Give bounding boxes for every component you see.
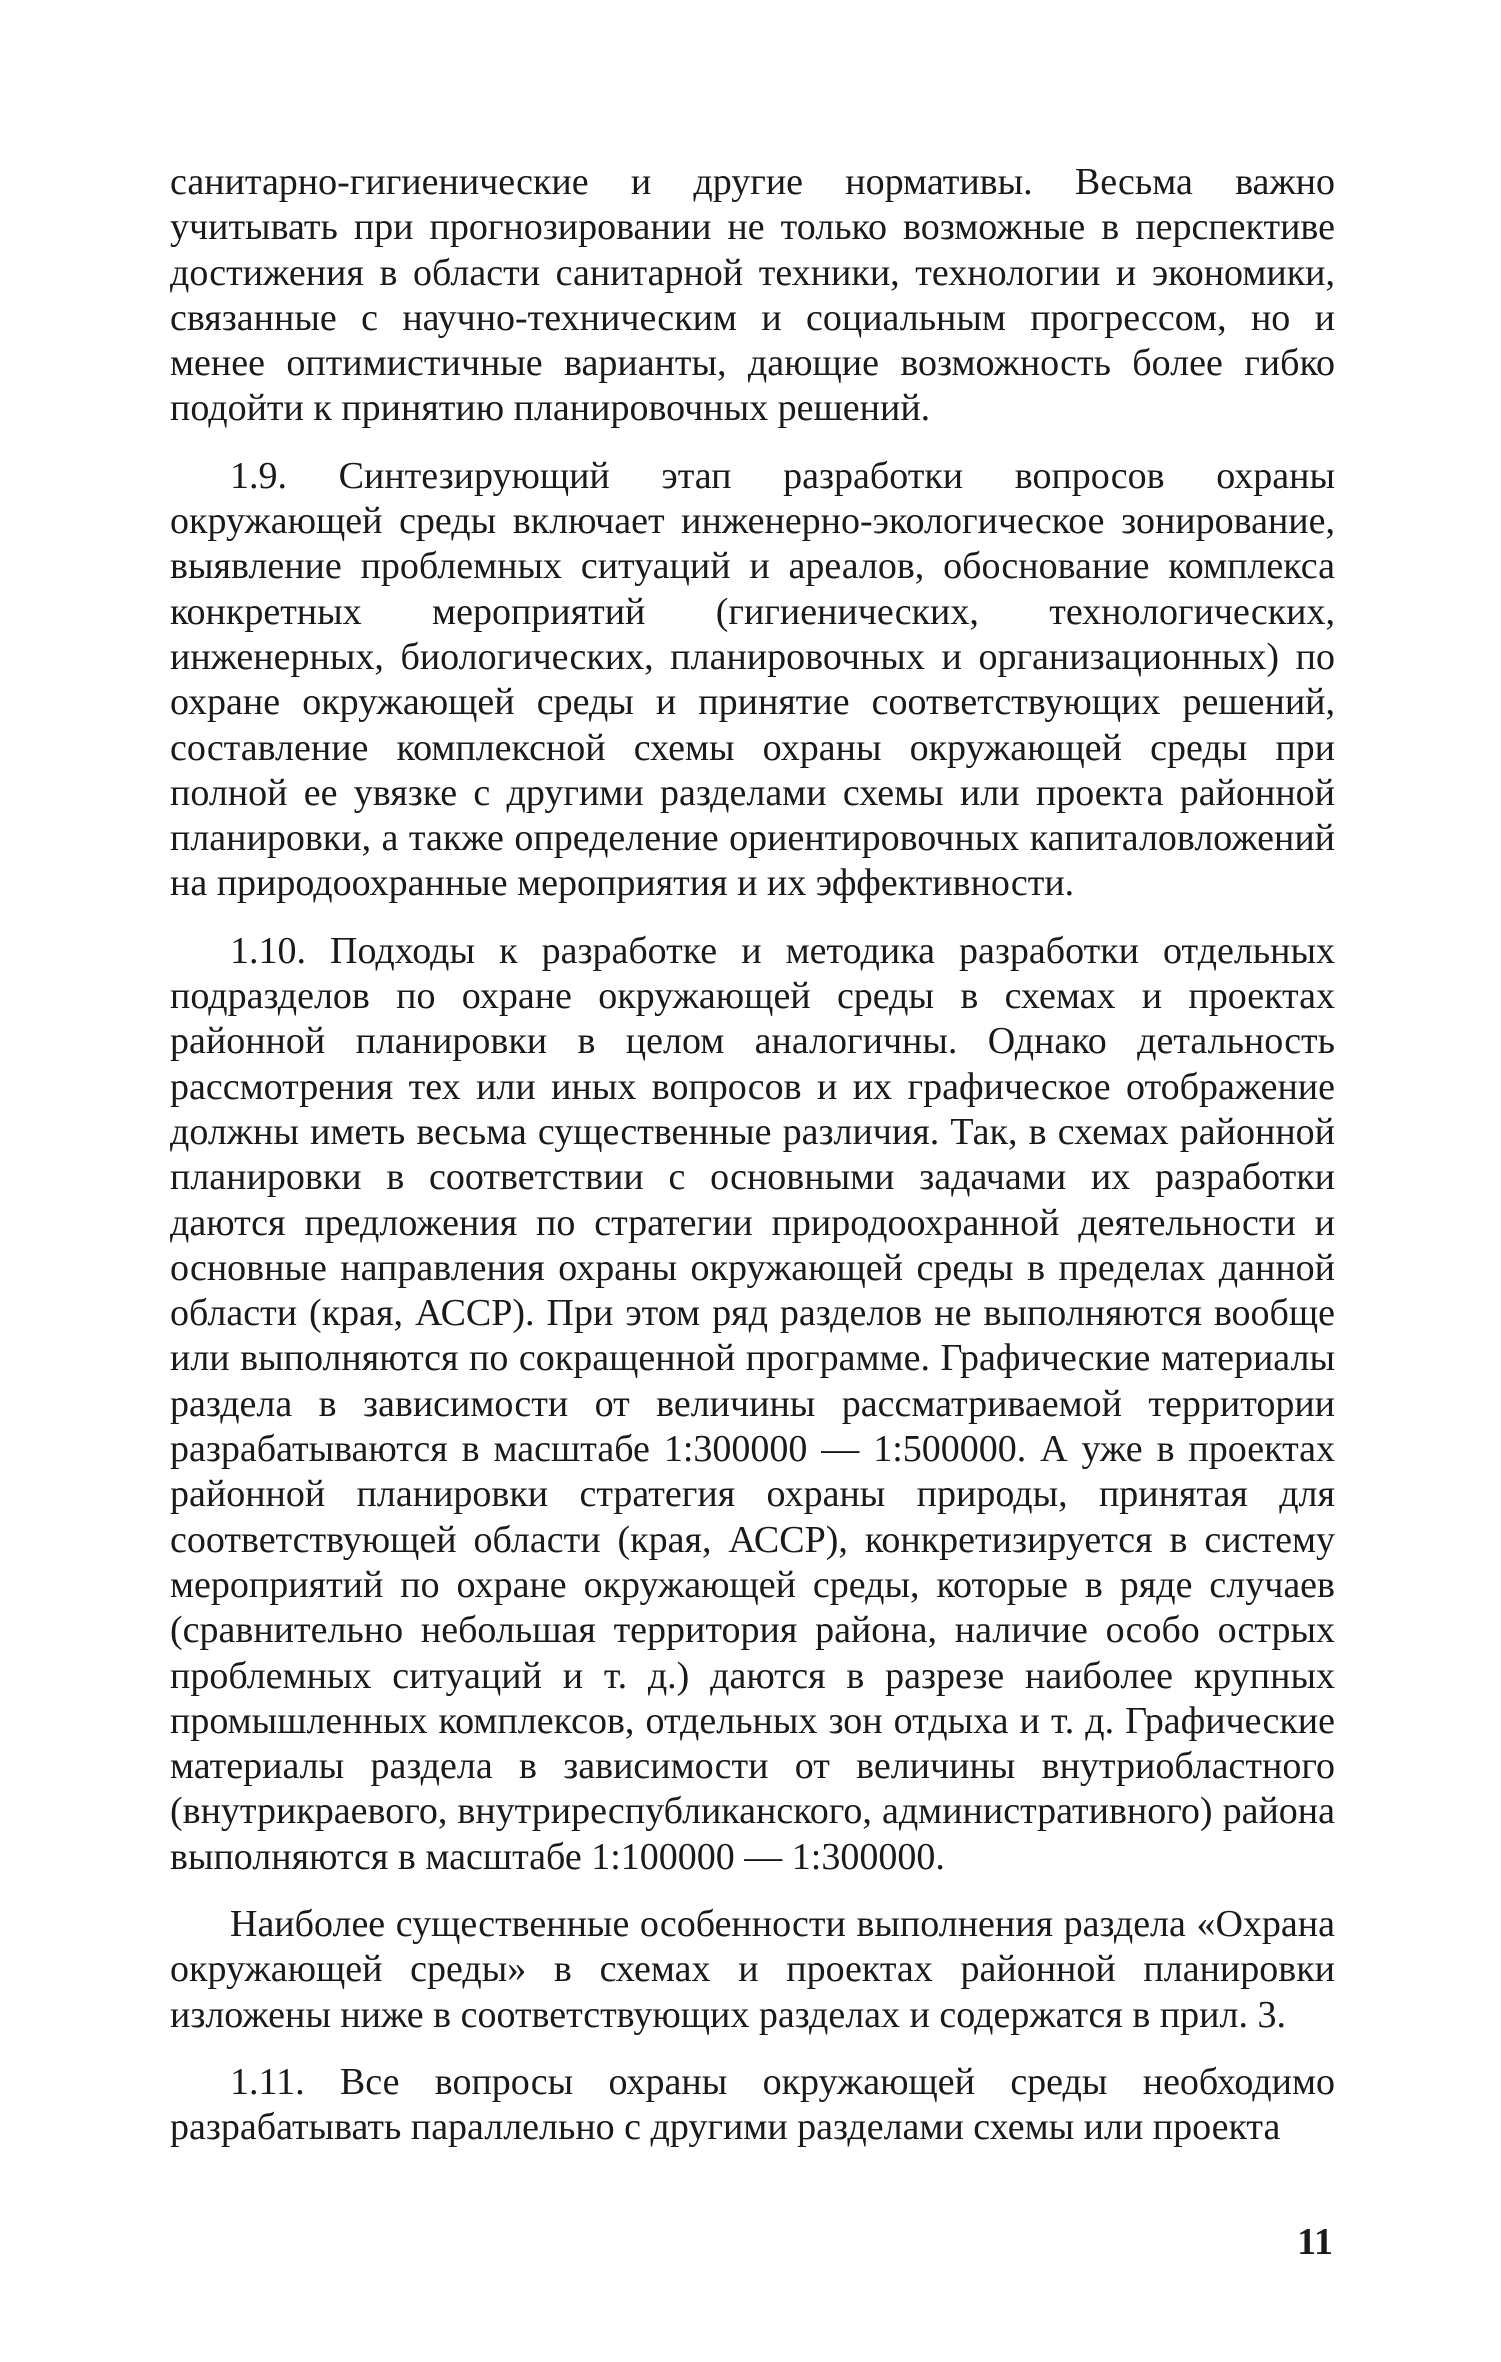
paragraph-spacer [170, 432, 1335, 454]
page-number: 11 [1297, 2221, 1333, 2263]
paragraph-spacer [170, 2038, 1335, 2060]
document-page [170, 160, 1335, 2150]
paragraph-1-9: 1.9. Синтезирующий этап разработки вопросов охраны окружающей среды включает инженерно-экологическое зонирование, выявление проблемных ситуаций и ареалов, обоснование комплекса конкретных мероприятий (гигиенических, технологических, инженерных, биологических, планировочных и организационных) по охране окружающей среды и принятие соответствующих решений, составление комплексной схемы охраны окружающей среды при полной ее увязке с другими разделами схемы или проекта районной планировки, а также определение ориентировочных капиталовложений на природоохранные мероприятия и их эффективности. [170, 454, 1335, 905]
paragraph-spacer [170, 1880, 1335, 1902]
paragraph-1-11: 1.11. Все вопросы охраны окружающей среды необходимо разрабатывать параллельно с другими разделами схемы или проекта [170, 2060, 1335, 2149]
paragraph-1: санитарно-гигиенические и другие нормативы. Весьма важно учитывать при прогнозировании не только возможные в перспективе достижения в области санитарной техники, технологии и экономики, связанные с научно-техническим и социальным прогрессом, но и менее оптимистичные варианты, дающие возможность более гибко подойти к принятию планировочных решений. [170, 161, 1335, 430]
paragraph-features: Наиболее существенные особенности выполнения раздела «Охрана окружающей среды» в схемах и проектах районной планировки изложены ниже в соответствующих разделах и содержатся в прил. 3. [170, 1902, 1335, 2036]
paragraph-1-10: 1.10. Подходы к разработке и методика разработки отдельных подразделов по охране окружающей среды в схемах и проектах районной планировки в целом аналогичны. Однако детальность рассмотрения тех или иных вопросов и их графическое отображение должны иметь весьма существенные различия. Так, в схемах районной планировки в соответствии с основными задачами их разработки даются предложения по стратегии природоохранной деятельности и основные направления охраны окружающей среды в пределах данной области (края, АССР). При этом ряд разделов не выполняются вообще или выполняются по сокращенной программе. Графические материалы раздела в зависимости от величины рассматриваемой территории разрабатываются в масштабе 1:300000 — 1:500000. А уже в проектах районной планировки стратегия охраны природы, принятая для соответствующей области (края, АССР), конкретизируется в систему мероприятий по охране окружающей среды, которые в ряде случаев (сравнительно небольшая территория района, наличие особо острых проблемных ситуаций и т. д.) даются в разрезе наиболее крупных промышленных комплексов, отдельных зон отдыха и т. д. Графические материалы раздела в зависимости от величины внутриобластного (внутрикраевого, внутриреспубликанского, административного) района выполняются в масштабе 1:100000 — 1:300000. [170, 929, 1335, 1878]
paragraph-spacer [170, 907, 1335, 929]
